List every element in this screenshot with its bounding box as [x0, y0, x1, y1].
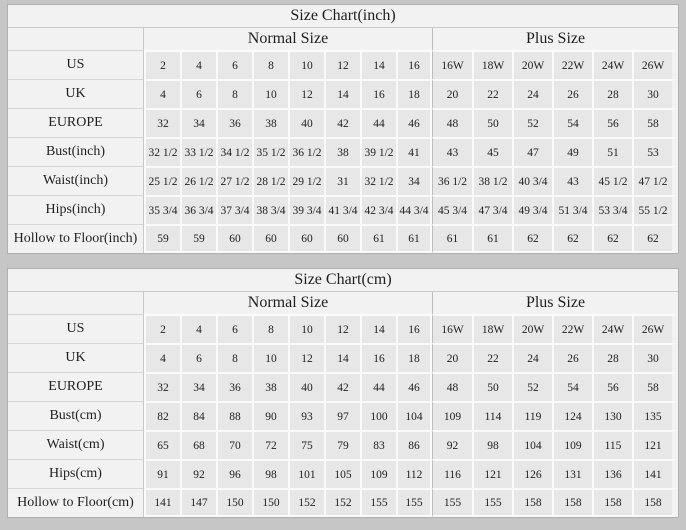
size-cell: 30 [632, 343, 678, 372]
size-cell: 14 [360, 50, 396, 79]
size-cell: 16 [396, 50, 432, 79]
size-cell: 42 [324, 372, 360, 401]
size-cell: 12 [288, 79, 324, 108]
size-cell: 44 [360, 372, 396, 401]
size-cell: 36 1/2 [288, 137, 324, 166]
size-cell: 141 [632, 459, 678, 488]
size-cell: 28 [592, 79, 632, 108]
table-row [8, 79, 678, 108]
size-cell: 8 [216, 343, 252, 372]
size-cell: 38 1/2 [472, 166, 512, 195]
size-chart-inch-body [8, 50, 678, 253]
size-cell: 92 [180, 459, 216, 488]
size-cell: 36 [216, 372, 252, 401]
size-cell: 59 [180, 224, 216, 253]
size-cell: 62 [512, 224, 552, 253]
size-cell: 55 1/2 [632, 195, 678, 224]
size-cell: 18 [396, 79, 432, 108]
size-cell: 10 [288, 50, 324, 79]
size-cell: 82 [144, 401, 180, 430]
size-cell: 22 [472, 79, 512, 108]
size-cell: 88 [216, 401, 252, 430]
size-cell: 84 [180, 401, 216, 430]
size-cell: 91 [144, 459, 180, 488]
size-cell: 131 [552, 459, 592, 488]
size-cell: 20W [512, 314, 552, 343]
size-cell: 54 [552, 108, 592, 137]
plus-size-header: Plus Size [432, 28, 678, 50]
table-row [8, 108, 678, 137]
size-cell: 8 [252, 314, 288, 343]
table-row [8, 372, 678, 401]
size-cell: 61 [396, 224, 432, 253]
size-cell: 52 [512, 108, 552, 137]
size-cell: 36 [216, 108, 252, 137]
size-cell: 155 [432, 488, 472, 517]
size-cell: 6 [180, 343, 216, 372]
title-row [8, 269, 678, 292]
size-cell: 60 [216, 224, 252, 253]
row-label: Bust(cm) [8, 401, 144, 430]
size-cell: 42 3/4 [360, 195, 396, 224]
table-row [8, 430, 678, 459]
size-cell: 61 [432, 224, 472, 253]
size-cell: 10 [252, 79, 288, 108]
size-cell: 32 1/2 [360, 166, 396, 195]
size-cell: 155 [360, 488, 396, 517]
chart-title: Size Chart(cm) [8, 269, 678, 292]
size-cell: 65 [144, 430, 180, 459]
size-cell: 10 [288, 314, 324, 343]
chart-title: Size Chart(inch) [8, 5, 678, 28]
size-cell: 109 [552, 430, 592, 459]
size-cell: 45 3/4 [432, 195, 472, 224]
size-cell: 53 3/4 [592, 195, 632, 224]
size-cell: 14 [360, 314, 396, 343]
size-cell: 28 1/2 [252, 166, 288, 195]
size-cell: 59 [144, 224, 180, 253]
size-cell: 20 [432, 79, 472, 108]
size-cell: 92 [432, 430, 472, 459]
size-cell: 53 [632, 137, 678, 166]
size-cell: 50 [472, 108, 512, 137]
size-cell: 70 [216, 430, 252, 459]
size-cell: 96 [216, 459, 252, 488]
row-label: US [8, 314, 144, 343]
size-cell: 61 [360, 224, 396, 253]
size-cell: 14 [324, 79, 360, 108]
size-cell: 20 [432, 343, 472, 372]
size-cell: 62 [592, 224, 632, 253]
size-cell: 46 [396, 108, 432, 137]
size-cell: 18W [472, 314, 512, 343]
row-label: Hollow to Floor(inch) [8, 224, 144, 253]
size-cell: 42 [324, 108, 360, 137]
table-row [8, 166, 678, 195]
size-cell: 141 [144, 488, 180, 517]
size-cell: 60 [252, 224, 288, 253]
size-cell: 60 [324, 224, 360, 253]
size-cell: 18W [472, 50, 512, 79]
row-label: Hips(inch) [8, 195, 144, 224]
size-cell: 62 [552, 224, 592, 253]
row-label: US [8, 50, 144, 79]
size-cell: 56 [592, 108, 632, 137]
size-cell: 39 3/4 [288, 195, 324, 224]
size-cell: 40 [288, 108, 324, 137]
table-row [8, 401, 678, 430]
size-cell: 97 [324, 401, 360, 430]
group-header-row [8, 292, 678, 314]
size-cell: 100 [360, 401, 396, 430]
size-cell: 41 [396, 137, 432, 166]
table-row [8, 137, 678, 166]
size-cell: 26W [632, 50, 678, 79]
normal-size-header: Normal Size [247, 294, 329, 311]
size-cell: 22 [472, 343, 512, 372]
size-cell: 54 [552, 372, 592, 401]
size-cell: 35 1/2 [252, 137, 288, 166]
size-cell: 31 [324, 166, 360, 195]
size-cell: 27 1/2 [216, 166, 252, 195]
size-cell: 130 [592, 401, 632, 430]
size-cell: 12 [288, 343, 324, 372]
table-row [8, 195, 678, 224]
table-row [8, 314, 678, 343]
size-cell: 75 [288, 430, 324, 459]
corner-cell [8, 28, 144, 50]
size-cell: 93 [288, 401, 324, 430]
size-cell: 26 [552, 79, 592, 108]
size-cell: 8 [216, 79, 252, 108]
row-label: UK [8, 343, 144, 372]
row-label: Waist(inch) [8, 166, 144, 195]
size-cell: 158 [592, 488, 632, 517]
size-cell: 155 [396, 488, 432, 517]
size-cell: 20W [512, 50, 552, 79]
size-cell: 136 [592, 459, 632, 488]
size-cell: 38 [252, 108, 288, 137]
size-cell: 26W [632, 314, 678, 343]
row-label: EUROPE [8, 372, 144, 401]
size-cell: 4 [180, 314, 216, 343]
size-cell: 36 3/4 [180, 195, 216, 224]
size-cell: 18 [396, 343, 432, 372]
size-cell: 16 [360, 79, 396, 108]
size-cell: 52 [512, 372, 552, 401]
size-cell: 35 3/4 [144, 195, 180, 224]
size-cell: 34 [180, 372, 216, 401]
size-cell: 44 [360, 108, 396, 137]
size-cell: 24W [592, 50, 632, 79]
size-cell: 14 [324, 343, 360, 372]
size-cell: 62 [632, 224, 678, 253]
size-cell: 2 [144, 314, 180, 343]
size-cell: 16W [432, 50, 472, 79]
size-cell: 32 [144, 372, 180, 401]
size-cell: 44 3/4 [396, 195, 432, 224]
size-cell: 32 1/2 [144, 137, 180, 166]
size-cell: 90 [252, 401, 288, 430]
size-cell: 48 [432, 372, 472, 401]
size-cell: 104 [396, 401, 432, 430]
size-cell: 16 [360, 343, 396, 372]
size-cell: 36 1/2 [432, 166, 472, 195]
size-cell: 121 [472, 459, 512, 488]
size-cell: 47 1/2 [632, 166, 678, 195]
size-cell: 50 [472, 372, 512, 401]
size-cell: 158 [552, 488, 592, 517]
size-cell: 26 [552, 343, 592, 372]
title-row [8, 5, 678, 28]
size-cell: 38 [252, 372, 288, 401]
size-cell: 4 [180, 50, 216, 79]
size-cell: 34 1/2 [216, 137, 252, 166]
size-cell: 6 [216, 50, 252, 79]
size-cell: 25 1/2 [144, 166, 180, 195]
size-cell: 83 [360, 430, 396, 459]
size-cell: 24 [512, 79, 552, 108]
size-cell: 40 3/4 [512, 166, 552, 195]
size-cell: 112 [396, 459, 432, 488]
row-label: Waist(cm) [8, 430, 144, 459]
size-cell: 51 3/4 [552, 195, 592, 224]
size-cell: 41 3/4 [324, 195, 360, 224]
size-cell: 158 [512, 488, 552, 517]
size-cell: 34 [180, 108, 216, 137]
size-cell: 43 [552, 166, 592, 195]
row-label: Hollow to Floor(cm) [8, 488, 144, 517]
size-cell: 38 3/4 [252, 195, 288, 224]
size-cell: 16W [432, 314, 472, 343]
size-cell: 24 [512, 343, 552, 372]
row-label: UK [8, 79, 144, 108]
size-cell: 4 [144, 79, 180, 108]
size-cell: 47 [512, 137, 552, 166]
size-chart-inch-table [7, 4, 679, 254]
size-cell: 46 [396, 372, 432, 401]
corner-cell [8, 292, 144, 314]
table-row [8, 488, 678, 517]
table-row [8, 50, 678, 79]
normal-size-header: Normal Size [247, 30, 329, 47]
size-cell: 109 [360, 459, 396, 488]
size-cell: 60 [288, 224, 324, 253]
size-cell: 39 1/2 [360, 137, 396, 166]
size-cell: 61 [472, 224, 512, 253]
size-cell: 121 [632, 430, 678, 459]
size-cell: 51 [592, 137, 632, 166]
size-cell: 47 3/4 [472, 195, 512, 224]
table-row [8, 459, 678, 488]
size-cell: 38 [324, 137, 360, 166]
size-cell: 22W [552, 314, 592, 343]
size-cell: 16 [396, 314, 432, 343]
size-cell: 49 [552, 137, 592, 166]
size-cell: 45 [472, 137, 512, 166]
size-cell: 135 [632, 401, 678, 430]
size-cell: 56 [592, 372, 632, 401]
row-label: Hips(cm) [8, 459, 144, 488]
size-cell: 6 [216, 314, 252, 343]
size-cell: 2 [144, 50, 180, 79]
size-cell: 43 [432, 137, 472, 166]
size-chart-cm-body [8, 314, 678, 517]
size-cell: 126 [512, 459, 552, 488]
size-cell: 98 [472, 430, 512, 459]
size-cell: 105 [324, 459, 360, 488]
size-cell: 104 [512, 430, 552, 459]
table-row [8, 343, 678, 372]
size-cell: 115 [592, 430, 632, 459]
size-cell: 150 [216, 488, 252, 517]
table-row [8, 224, 678, 253]
size-cell: 6 [180, 79, 216, 108]
size-cell: 155 [472, 488, 512, 517]
size-cell: 109 [432, 401, 472, 430]
size-cell: 152 [288, 488, 324, 517]
size-cell: 101 [288, 459, 324, 488]
row-label: Bust(inch) [8, 137, 144, 166]
size-cell: 152 [324, 488, 360, 517]
size-cell: 40 [288, 372, 324, 401]
size-cell: 49 3/4 [512, 195, 552, 224]
size-cell: 30 [632, 79, 678, 108]
size-cell: 24W [592, 314, 632, 343]
size-cell: 158 [632, 488, 678, 517]
size-cell: 12 [324, 314, 360, 343]
size-cell: 116 [432, 459, 472, 488]
size-cell: 29 1/2 [288, 166, 324, 195]
size-cell: 37 3/4 [216, 195, 252, 224]
size-cell: 32 [144, 108, 180, 137]
size-cell: 22W [552, 50, 592, 79]
row-label: EUROPE [8, 108, 144, 137]
size-cell: 98 [252, 459, 288, 488]
size-cell: 48 [432, 108, 472, 137]
size-cell: 45 1/2 [592, 166, 632, 195]
plus-size-header: Plus Size [432, 292, 678, 314]
size-cell: 72 [252, 430, 288, 459]
size-cell: 58 [632, 108, 678, 137]
size-cell: 86 [396, 430, 432, 459]
size-cell: 12 [324, 50, 360, 79]
size-cell: 68 [180, 430, 216, 459]
size-cell: 147 [180, 488, 216, 517]
group-header-row [8, 28, 678, 50]
size-cell: 10 [252, 343, 288, 372]
size-cell: 8 [252, 50, 288, 79]
size-cell: 4 [144, 343, 180, 372]
size-cell: 33 1/2 [180, 137, 216, 166]
size-cell: 58 [632, 372, 678, 401]
size-cell: 150 [252, 488, 288, 517]
size-chart-cm-table [7, 268, 679, 518]
size-cell: 26 1/2 [180, 166, 216, 195]
size-cell: 124 [552, 401, 592, 430]
size-cell: 119 [512, 401, 552, 430]
size-cell: 28 [592, 343, 632, 372]
size-cell: 114 [472, 401, 512, 430]
size-cell: 79 [324, 430, 360, 459]
size-cell: 34 [396, 166, 432, 195]
